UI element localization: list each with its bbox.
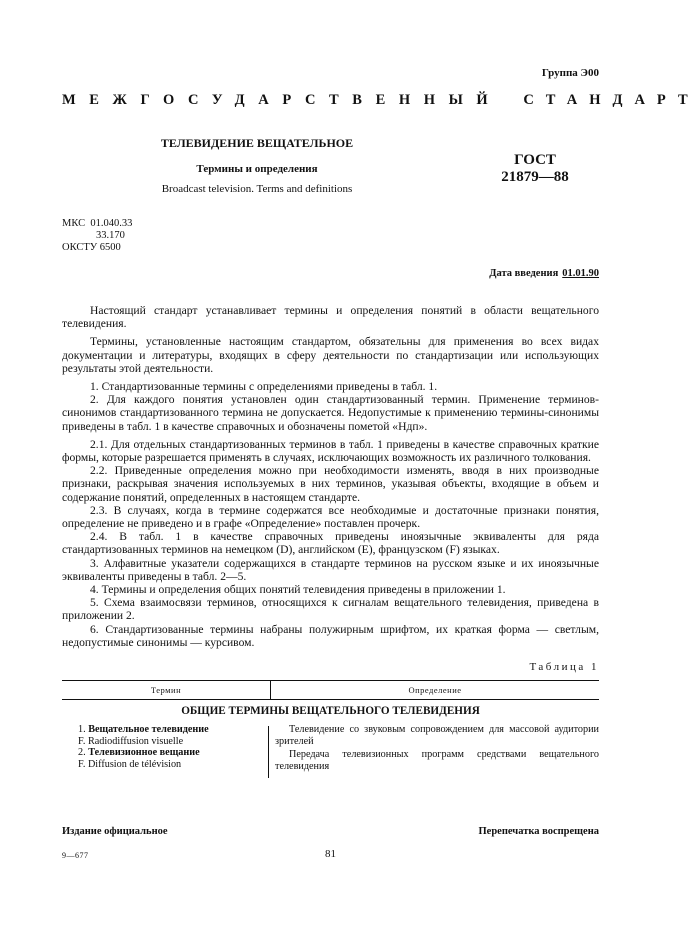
paragraph: 2.1. Для отдельных стандартизованных терминов в табл. 1 приведены в качестве справочных краткие формы, которые разрешается применять в случаях, исключающих возможность их различного толкования. — [62, 437, 599, 465]
term-number: 1. — [78, 724, 86, 735]
paragraph: 2. Для каждого понятия установлен один стандартизованный термин. Применение терминов-синонимов стандартизованного термина не допускается. Недопустимые к применению термины-синонимы приведены в табл. 1 в качестве справочных и обозначены пометой «Ндп». — [62, 393, 599, 433]
gost-designation — [485, 152, 585, 186]
column-header-term: Термин — [62, 681, 271, 699]
mks-code-2: 33.170 — [96, 230, 125, 241]
term-foreign: F. Radiodiffusion visuelle — [78, 735, 184, 747]
gost-number: 21879—88 — [501, 169, 569, 185]
paragraph: 4. Термины и определения общих понятий телевидения приведены в приложении 1. — [90, 583, 506, 597]
introduction-date-label: Дата введения — [489, 268, 559, 279]
official-edition-note: Издание официальное — [62, 826, 168, 837]
paragraph: 2.2. Приведенные определения можно при необходимости изменять, вводя в них производные признаки, раскрывая значения используемых в них терминов, указывая объекты, входящие в объем и содержание понятий, определенных в настоящем стандарте. — [62, 464, 599, 504]
paragraph: 5. Схема взаимосвязи терминов, относящихся к сигналам вещательного телевидения, приведена в приложении 2. — [62, 596, 599, 623]
paragraph: 2.3. В случаях, когда в термине содержатся все необходимые и достаточные признаки понятия, определение не приведено и в графе «Определение» поставлен прочерк. — [62, 503, 599, 531]
column-header-definition: Определение — [408, 685, 462, 695]
printer-signature: 9—677 — [62, 851, 89, 860]
standard-banner — [62, 92, 700, 109]
paragraph: Термины, установленные настоящим стандартом, обязательны для применения во всех видах документации и литературы, входящих в сферу деятельности по стандартизации или использующих результаты этой деятельности. — [62, 335, 599, 375]
term-name: Вещательное телевидение — [88, 724, 209, 735]
definition: Телевидение со звуковым сопровождением для массовой аудитории зрителей — [275, 724, 599, 747]
table-body — [62, 724, 599, 778]
paragraph: Настоящий стандарт устанавливает термины и определения понятий в области вещательного телевидения. — [62, 304, 599, 331]
table-label: Таблица 1 — [529, 661, 599, 673]
paragraph: 1. Стандартизованные термины с определениями приведены в табл. 1. — [90, 380, 438, 394]
banner-word-interstate: МЕЖГОСУДАРСТВЕННЫЙ — [62, 92, 502, 108]
okstu-code: ОКСТУ 6500 — [62, 242, 121, 253]
document-subtitle: Термины и определения — [196, 163, 318, 175]
body-text — [62, 304, 599, 649]
terms-column — [62, 724, 268, 778]
introduction-date — [489, 268, 599, 279]
term-number: 2. — [78, 747, 86, 758]
classification-codes — [62, 218, 132, 254]
gost-label: ГОСТ — [514, 152, 556, 168]
table-header — [62, 680, 599, 700]
mks-code-1: 01.040.33 — [90, 218, 133, 229]
paragraph: 3. Алфавитные указатели содержащихся в стандарте терминов на русском языке и их иноязычные эквиваленты приведены в табл. 2—5. — [62, 556, 599, 583]
term-name: Телевизионное вещание — [88, 747, 200, 758]
table-section-title: ОБЩИЕ ТЕРМИНЫ ВЕЩАТЕЛЬНОГО ТЕЛЕВИДЕНИЯ — [181, 705, 480, 717]
definitions-column — [269, 724, 599, 778]
term-entry — [78, 747, 268, 759]
english-title: Broadcast television. Terms and definitions — [161, 183, 353, 195]
definition: Передача телевизионных программ средствами вещательного телевидения — [275, 749, 599, 772]
reprint-prohibited-note: Перепечатка воспрещена — [478, 826, 599, 837]
term-entry — [78, 724, 268, 736]
introduction-date-value: 01.01.90 — [562, 268, 599, 279]
document-title: ТЕЛЕВИДЕНИЕ ВЕЩАТЕЛЬНОЕ — [160, 136, 354, 150]
term-foreign: F. Diffusion de télévision — [78, 758, 182, 770]
mks-label: МКС — [62, 218, 86, 229]
banner-word-standard: СТАНДАРТ — [523, 92, 700, 108]
page-number: 81 — [325, 848, 336, 860]
paragraph: 2.4. В табл. 1 в качестве справочных приведены иноязычные эквиваленты для ряда стандартизованных терминов на немецком (D), английском (E), французском (F) языках. — [62, 530, 599, 557]
paragraph: 6. Стандартизованные термины набраны полужирным шрифтом, их краткая форма — светлым, недопустимые синонимы — курсивом. — [62, 622, 599, 649]
group-code: Группа Э00 — [541, 67, 599, 79]
